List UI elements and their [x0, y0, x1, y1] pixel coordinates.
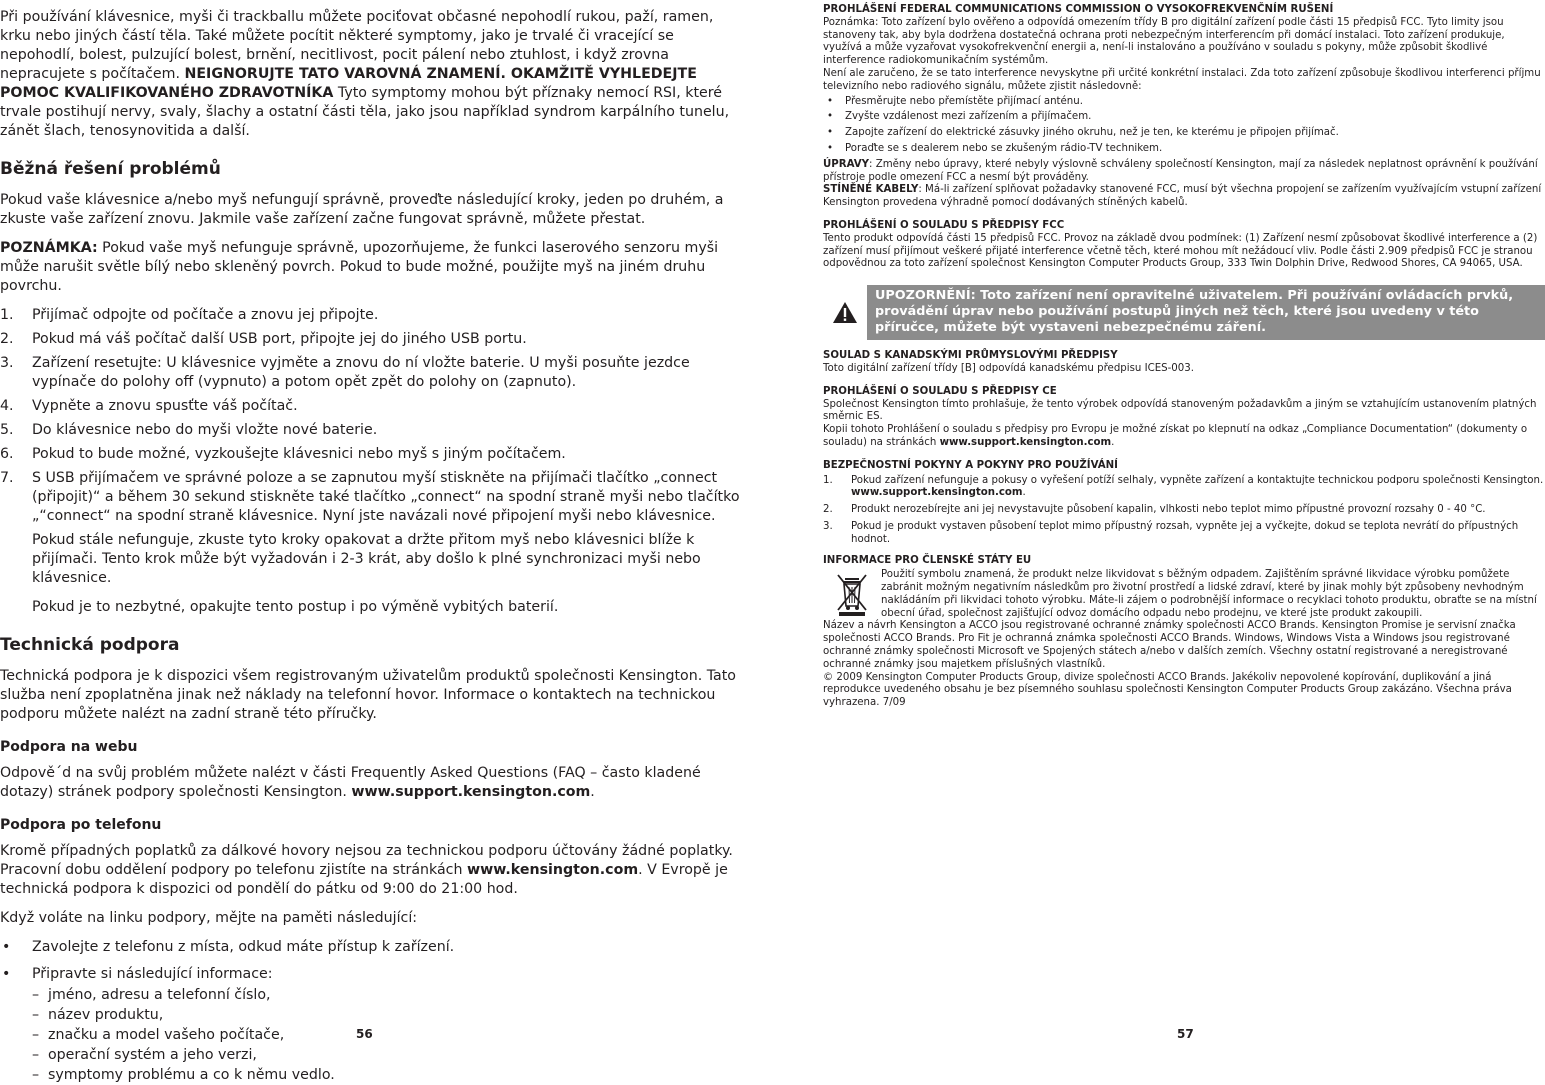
modifications-paragraph: ÚPRAVY: Změny nebo úpravy, které nebyly výslovně schváleny společností Kensington, mají za následek neplatnost oprávnění k používání přístroje podle omezení FCC a nesmí být prováděny. — [823, 158, 1538, 183]
list-item: 3. Pokud je produkt vystaven působení teplot mimo přípustný rozsah, vypněte jej a vyčkejte, dokud se teplota nevrátí do přípustných hodnot. — [823, 520, 1519, 545]
support-intro: Technická podpora je k dispozici všem registrovaným uživatelům produktů společnosti Kensington. Tato služba není zpoplatněna jinak než náklady na telefonní hovor. Informace o kontaktech na technickou podporu můžete nalézt na zadní straně této příručky. — [0, 668, 736, 722]
web-support-paragraph: Odpově´d na svůj problém můžete nalézt v části Frequently Asked Questions (FAQ – často kladené dotazy) stránek podpory společnosti Kensington. www.support.kensington.com. — [0, 765, 701, 800]
copyright-paragraph: © 2009 Kensington Computer Products Group, divize společnosti ACCO Brands. Jakékoliv nepovolené kopírování, duplikování a jiná reprodukce uvedeného obsahu je bez písemného souhlasu společnosti Kensington Computer Products Group zakázáno. Všechna práva vyhrazena. 7/09 — [823, 671, 1512, 709]
trademarks-paragraph: Název a návrh Kensington a ACCO jsou registrované ochranné známky společnosti ACCO Brands. Kensington Promise je servisní značka společnosti ACCO Brands. Pro Fit je ochranná známka společnosti ACCO Brands. Windows, Windows Vista a Windows jsou registrované ochranné známky společnosti Microsoft ve Spojených státech a/nebo v dalších zemích. Všechny ostatní registrované a neregistrované ochranné známky jsou majetkem příslušných vlastníků. — [823, 620, 1516, 670]
phone-checklist-intro: Když voláte na linku podpory, mějte na paměti následující: — [0, 910, 418, 926]
rsi-warning-paragraph: Při používání klávesnice, myši či trackballu můžete pociťovat občasné nepohodlí rukou, paží, ramen, krku nebo jiných částí těla. Také můžete pocítit některé symptomy, jako je trvalé či vracející se nepohodlí, bolest, pulzující bolest, brnění, necitlivost, pocit pálení nebo ztuhlost, i když zrovna nepracujete s počítačem. NEIGNORUJTE TATO VAROVNÁ ZNAMENÍ. OKAMŽITĚ VYHLEDEJTE POMOC KVALIFIKOVANÉHO ZDRAVOTNÍKA Tyto symptomy mohou být příznaky nemocí RSI, které trvale postihují nervy, svaly, šlachy a ostatní části těla, jako jsou například syndrom karpálního tunelu, zánět šlach, tenosynovitida a další. — [0, 9, 730, 139]
phone-support-heading: Podpora po telefonu — [0, 817, 162, 833]
ce-paragraph-2: Kopii tohoto Prohlášení o souladu s předpisy pro Evropu je možné získat po klepnutí na odkaz „Compliance Documentation“ (dokumenty o souladu) na stránkách www.support.kensington.com. — [823, 424, 1528, 448]
list-item: • Zapojte zařízení do elektrické zásuvky jiného okruhu, než je ten, ke kterému je připojen přijímač. — [827, 127, 1339, 139]
step-item: 7. S USB přijímačem ve správné poloze a se zapnutou myší stiskněte na přijímači tlačítko „connect (připojit)“ a během 30 sekund stiskněte také tlačítko „connect“ na spodní straně myši nebo tlačítko „“connect“ na spodní straně klávesnice. Nyní jste navázali nové připojení myši nebo klávesnice. — [0, 470, 740, 524]
list-item: 1. Pokud zařízení nefunguje a pokusy o vyřešení potíží selhaly, vypněte zařízení a kontaktujte technickou podporu společnosti Kensington. www.support.kensington.com. — [823, 474, 1544, 499]
step-item: 5. Do klávesnice nebo do myši vložte nové baterie. — [0, 422, 378, 438]
troubleshoot-steps — [0, 306, 744, 526]
warning-triangle-icon — [823, 285, 867, 340]
list-item: • Zavolejte z telefonu z místa, odkud máte přístup k zařízení. — [2, 939, 455, 955]
crossed-bin-icon — [823, 569, 881, 617]
phone-support-paragraph: Kromě případných poplatků za dálkové hovory nejsou za technickou podporu účtovány žádné poplatky. Pracovní dobu oddělení podpory po telefonu zjistíte na stránkách www.kensington.com. V Evropě je technická podpora k dispozici od pondělí do pátku od 9:00 do 21:00 hod. — [0, 843, 733, 897]
rsi-warning-emphasis: NEIGNORUJTE TATO VAROVNÁ ZNAMENÍ. OKAMŽITĚ VYHLEDEJTE POMOC KVALIFIKOVANÉHO ZDRAVOTNÍKA — [0, 66, 697, 101]
support-heading: Technická podpora — [0, 635, 180, 655]
safety-list — [823, 475, 1545, 547]
fcc-heading: PROHLÁŠENÍ FEDERAL COMMUNICATIONS COMMISSION O VYSOKOFREKVENČNÍM RUŠENÍ — [823, 4, 1334, 15]
troubleshoot-heading: Běžná řešení problémů — [0, 159, 221, 179]
info-sublist — [32, 986, 744, 1085]
list-item: – název produktu, — [32, 1007, 164, 1023]
fcc-note: Poznámka: Toto zařízení bylo ověřeno a odpovídá omezením třídy B pro digitální zařízení podle části 15 předpisů FCC. Tyto limity jsou stanoveny tak, aby byla dodržena dostatečná ochrana proti nebezpečným interferencím při domácí instalaci. Toto zařízení produkuje, využívá a může vyzařovat vysokofrekvenční energii a, není-li instalováno a používáno v souladu s pokyny, může způsobit škodlivé interference radiokomunikačním systémům. — [823, 16, 1505, 67]
list-item: • Připravte si následující informace: – jméno, adresu a telefonní číslo, – název produktu, – značku a model vašeho počítače, – operační systém a jeho verzi, – symptomy problému a co k němu vedlo. — [0, 965, 744, 1085]
step-item: 6. Pokud to bude možné, vyzkoušejte klávesnici nebo myš s jiným počítačem. — [0, 446, 566, 462]
list-item: – značku a model vašeho počítače, — [32, 1027, 285, 1043]
fcc-compliance-heading: PROHLÁŠENÍ O SOULADU S PŘEDPISY FCC — [823, 219, 1065, 231]
ce-paragraph-1: Společnost Kensington tímto prohlašuje, že tento výrobek odpovídá stanoveným požadavkům a jiným se vztahujícím ustanovením platných směrnic ES. — [823, 398, 1537, 423]
list-item: – operační systém a jeho verzi, — [32, 1047, 257, 1063]
fcc-interference-paragraph: Není ale zaručeno, že se tato interference nevyskytne při určité konkrétní instalaci. Zda toto zařízení způsobuje škodlivou interferenci příjmu televizního nebo radiového signálu, můžete zjistit následovně: — [823, 67, 1541, 92]
safety-heading: BEZPEČNOSTNÍ POKYNY A POKYNY PRO POUŽÍVÁNÍ — [823, 459, 1118, 471]
laser-warning-callout — [823, 285, 1545, 340]
phone-checklist — [0, 938, 744, 1085]
fcc-measures-list — [823, 96, 1545, 156]
list-item: – symptomy problému a co k němu vedlo. — [32, 1067, 335, 1083]
list-item: 2. Produkt nerozebírejte ani jej nevystavujte působení kapalin, vlhkosti nebo teplot mimo přípustné provozní rozsahy 0 - 40 °C. — [823, 504, 1486, 516]
eu-heading: INFORMACE PRO ČLENSKÉ STÁTY EU — [823, 554, 1032, 566]
ce-heading: PROHLÁŠENÍ O SOULADU S PŘEDPISY CE — [823, 385, 1057, 397]
warning-text: UPOZORNĚNÍ: Toto zařízení není opravitelné uživatelem. Při používání ovládacích prvků, provádění úprav nebo používání postupů jiných než těch, které jsou uvedeny v této příručce, můžete být vystaveni nebezpečnému záření. — [867, 285, 1545, 340]
note-label: POZNÁMKA: — [0, 240, 98, 256]
step-item: 2. Pokud má váš počítač další USB port, připojte jej do jiného USB portu. — [0, 331, 527, 347]
list-item: • Přesměrujte nebo přemístěte přijímací anténu. — [827, 95, 1083, 107]
list-item: • Zvyšte vzdálenost mezi zařízením a přijímačem. — [827, 111, 1092, 123]
step7-battery-note: Pokud je to nezbytné, opakujte tento postup i po výměně vybitých baterií. — [32, 599, 559, 615]
safety-url-link[interactable]: www.support.kensington.com — [851, 487, 1023, 499]
support-url-link[interactable]: www.support.kensington.com — [351, 784, 591, 800]
kensington-url-link[interactable]: www.kensington.com — [467, 862, 639, 878]
page-number-left: 56 — [356, 1027, 373, 1041]
list-item: – jméno, adresu a telefonní číslo, — [32, 987, 271, 1003]
page-number-right: 57 — [1177, 1027, 1194, 1041]
step-item: 3. Zařízení resetujte: U klávesnice vyjměte a znovu do ní vložte baterie. U myši posuňte jezdce vypínače do polohy off (vypnuto) a potom opět zpět do polohy on (zapnuto). — [0, 355, 690, 390]
troubleshoot-intro: Pokud vaše klávesnice a/nebo myš nefungují správně, proveďte následující kroky, jeden po druhém, a zkuste vaše zařízení znovu. Jakmile vaše zařízení začne fungovat správně, můžete přestat. — [0, 192, 724, 227]
fcc-compliance-paragraph: Tento produkt odpovídá části 15 předpisů FCC. Provoz na základě dvou podmínek: (1) Zařízení nesmí způsobovat škodlivé interference a (2) zařízení musí přijímout veškeré přijaté interference včetně těch, které mohou mít nežádoucí vliv. Podle části 2.909 předpisů FCC je stranou odpovědnou za toto zařízení společnost Kensington Computer Products Group, 333 Twin Dolphin Drive, Redwood Shores, CA 94065, USA. — [823, 232, 1538, 270]
canada-paragraph: Toto digitální zařízení třídy [B] odpovídá kanadskému předpisu ICES-003. — [823, 362, 1194, 374]
step-item: 1. Přijímač odpojte od počítače a znovu jej připojte. — [0, 307, 379, 323]
eu-disposal-text: Použití symbolu znamená, že produkt nelze likvidovat s běžným odpadem. Zajištěním správné likvidace výrobku pomůžete zabránit možným negativním následkům pro životní prostředí a lidské zdraví, které by jinak mohly být způsobeny nevhodným nakládáním při likvidaci tohoto výrobku. Máte-li zájem o podrobnější informace o recyklaci tohoto produktu, obraťte se na místní obecní úřad, společnost zajišťující odvoz domácího odpadu nebo prodejnu, ve které jste produkt zakoupili. — [881, 569, 1537, 619]
canada-heading: SOULAD S KANADSKÝMI PRŮMYSLOVÝMI PŘEDPISY — [823, 350, 1118, 362]
list-item: • Poraďte se s dealerem nebo se zkušeným rádio-TV technikem. — [827, 142, 1163, 154]
laser-note: POZNÁMKA: Pokud vaše myš nefunguje správně, upozorňujeme, že funkci laserového senzoru myši může narušit světle bílý nebo skleněný povrch. Pokud to bude možné, použijte myš na jiném druhu povrchu. — [0, 240, 719, 294]
eu-disposal-block — [823, 569, 1545, 620]
page-57 — [809, 0, 1545, 1042]
web-support-heading: Podpora na webu — [0, 739, 138, 755]
shielded-cables-paragraph: STÍNĚNÉ KABELY: Má-li zařízení splňovat požadavky stanovené FCC, musí být všechna propojení se zařízením využívajícím vstupní zařízení Kensington provedena výhradně pomocí dodávaných stíněných kabelů. — [823, 184, 1542, 209]
step-item: 4. Vypněte a znovu spusťte váš počítač. — [0, 398, 298, 414]
step7-followup: Pokud stále nefunguje, zkuste tyto kroky opakovat a držte přitom myš nebo klávesnici blíže k přijímači. Tento krok může být vyžadován i 2-3 krát, aby došlo k plné synchronizaci myši nebo klávesnice. — [32, 532, 701, 586]
ce-url-link[interactable]: www.support.kensington.com — [939, 436, 1112, 448]
page-56 — [0, 0, 760, 1083]
